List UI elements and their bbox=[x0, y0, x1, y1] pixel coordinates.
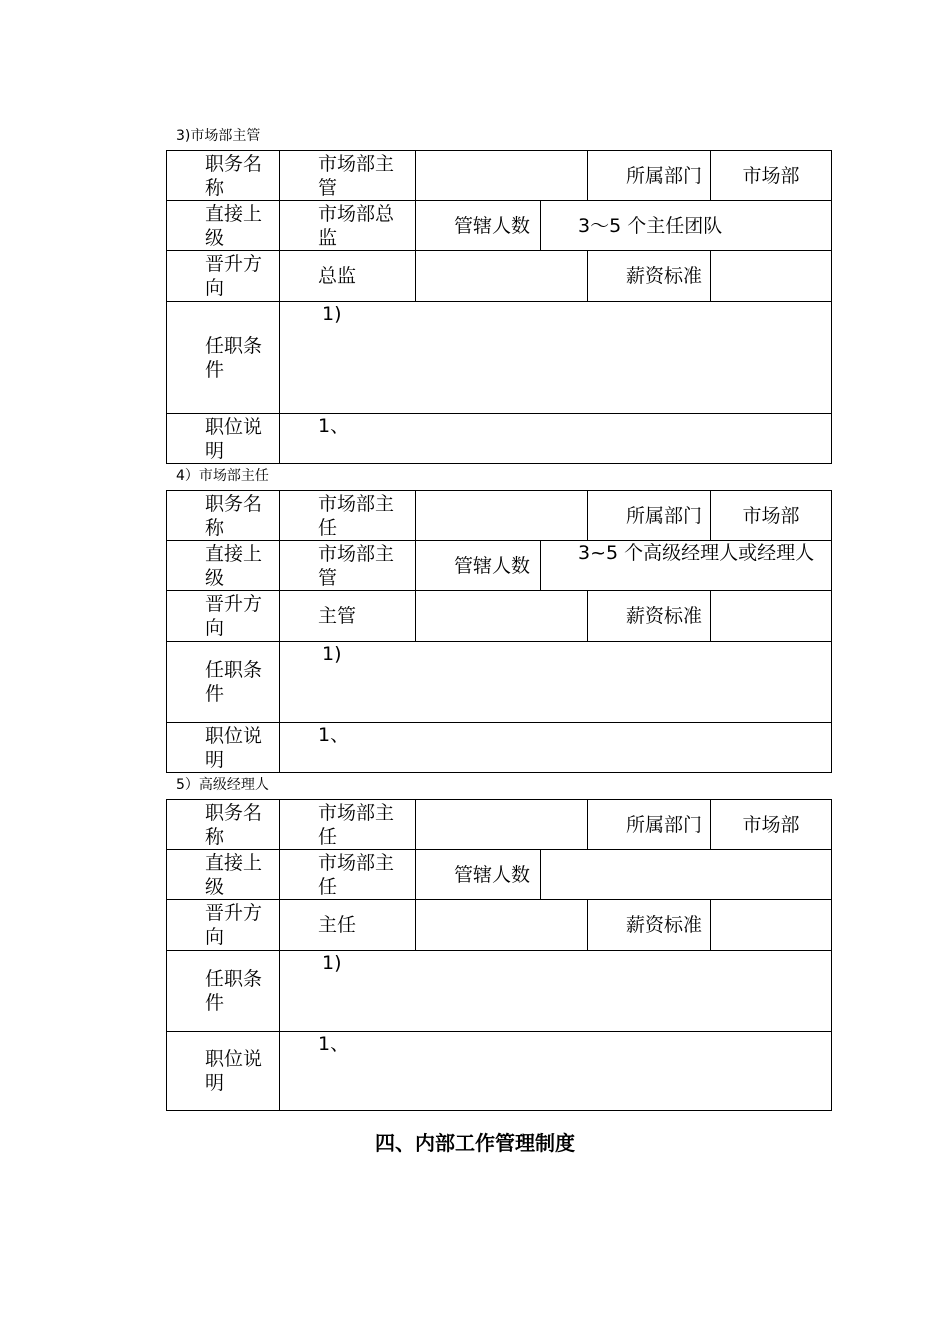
department-value: 市场部 bbox=[711, 800, 832, 850]
position-value: 市场部主任 bbox=[280, 491, 416, 541]
position-value: 市场部主任 bbox=[280, 800, 416, 850]
empty-cell bbox=[416, 900, 588, 951]
job-table-market-director bbox=[166, 490, 832, 773]
department-label: 所属部门 bbox=[588, 800, 711, 850]
salary-label: 薪资标准 bbox=[588, 591, 711, 642]
promotion-value: 总监 bbox=[280, 251, 416, 302]
job-table-senior-manager bbox=[166, 799, 832, 1111]
table-caption: 5）高级经理人 bbox=[176, 777, 269, 793]
superior-value: 市场部主任 bbox=[280, 850, 416, 900]
empty-cell bbox=[416, 151, 588, 201]
salary-label: 薪资标准 bbox=[588, 900, 711, 951]
promotion-label: 晋升方向 bbox=[167, 900, 280, 951]
description-item: 1、 bbox=[318, 1033, 350, 1055]
position-label: 职务名称 bbox=[167, 491, 280, 541]
requirements-value bbox=[280, 951, 832, 1032]
description-item: 1、 bbox=[318, 415, 350, 437]
description-value bbox=[280, 414, 832, 464]
section-title: 四、内部工作管理制度 bbox=[375, 1131, 575, 1155]
department-label: 所属部门 bbox=[588, 491, 711, 541]
salary-value bbox=[711, 251, 832, 302]
subordinates-label: 管辖人数 bbox=[416, 850, 541, 900]
description-label: 职位说明 bbox=[167, 1032, 280, 1111]
department-value: 市场部 bbox=[711, 151, 832, 201]
requirements-value bbox=[280, 302, 832, 414]
department-label: 所属部门 bbox=[588, 151, 711, 201]
requirements-item: 1) bbox=[322, 303, 342, 325]
salary-value bbox=[711, 591, 832, 642]
description-item: 1、 bbox=[318, 724, 350, 746]
table-caption: 3)市场部主管 bbox=[176, 128, 261, 144]
department-value: 市场部 bbox=[711, 491, 832, 541]
subordinates-value: 3～5 个主任团队 bbox=[541, 201, 832, 251]
superior-label: 直接上级 bbox=[167, 541, 280, 591]
superior-label: 直接上级 bbox=[167, 850, 280, 900]
empty-cell bbox=[416, 251, 588, 302]
promotion-value: 主管 bbox=[280, 591, 416, 642]
requirements-label: 任职条件 bbox=[167, 951, 280, 1032]
empty-cell bbox=[416, 800, 588, 850]
promotion-label: 晋升方向 bbox=[167, 251, 280, 302]
empty-cell bbox=[416, 491, 588, 541]
requirements-label: 任职条件 bbox=[167, 302, 280, 414]
subordinates-label: 管辖人数 bbox=[416, 201, 541, 251]
requirements-item: 1) bbox=[322, 643, 342, 665]
superior-value: 市场部总监 bbox=[280, 201, 416, 251]
position-label: 职务名称 bbox=[167, 800, 280, 850]
salary-value bbox=[711, 900, 832, 951]
job-table-market-supervisor bbox=[166, 150, 832, 464]
position-value: 市场部主管 bbox=[280, 151, 416, 201]
promotion-value: 主任 bbox=[280, 900, 416, 951]
superior-value: 市场部主管 bbox=[280, 541, 416, 591]
subordinates-value: 3~5 个高级经理人或经理人 bbox=[541, 541, 832, 591]
empty-cell bbox=[416, 591, 588, 642]
description-value bbox=[280, 1032, 832, 1111]
salary-label: 薪资标准 bbox=[588, 251, 711, 302]
position-label: 职务名称 bbox=[167, 151, 280, 201]
requirements-label: 任职条件 bbox=[167, 642, 280, 723]
description-label: 职位说明 bbox=[167, 414, 280, 464]
table-caption: 4）市场部主任 bbox=[176, 468, 269, 484]
superior-label: 直接上级 bbox=[167, 201, 280, 251]
requirements-value bbox=[280, 642, 832, 723]
promotion-label: 晋升方向 bbox=[167, 591, 280, 642]
description-label: 职位说明 bbox=[167, 723, 280, 773]
description-value bbox=[280, 723, 832, 773]
subordinates-value bbox=[541, 850, 832, 900]
subordinates-label: 管辖人数 bbox=[416, 541, 541, 591]
requirements-item: 1) bbox=[322, 952, 342, 974]
